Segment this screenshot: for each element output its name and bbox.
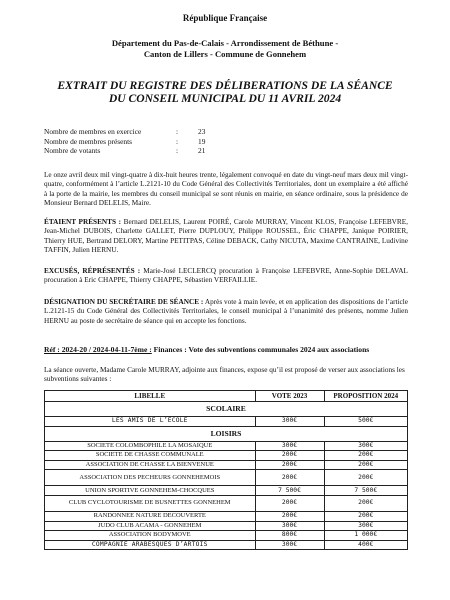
category-row-loisirs xyxy=(45,426,408,441)
vote-2023-value: 800€ xyxy=(255,531,324,541)
category-row-scolaire xyxy=(45,402,408,417)
proposition-2024-value: 200€ xyxy=(324,495,408,511)
table-row xyxy=(45,451,408,461)
proposition-2024-value: 400€ xyxy=(324,540,408,550)
members-colon: : xyxy=(176,146,179,156)
department-line-1: Département du Pas-de-Calais - Arrondissement de Béthune - xyxy=(111,38,339,48)
members-colon: : xyxy=(176,136,179,146)
proposition-2024-value: 200€ xyxy=(324,470,408,486)
vote-2023-value: 300€ xyxy=(255,521,324,531)
vote-2023-value: 200€ xyxy=(255,511,324,521)
association-name: COMPAGNIE ARABESQUES D’ARTOIS xyxy=(45,540,256,550)
table-row xyxy=(45,470,408,486)
secretary-text: Après vote à main levée, et en application des dispositions de l’article L.2121-15 du Code Général des Collectivités Territoriales, le conseil municipal à l’unanimité des présents, nomme Julien HERNU au poste de secrétaire de séance qui en accepte les fonctions. xyxy=(44,298,408,325)
deliberation-reference xyxy=(44,345,408,354)
secretary-paragraph xyxy=(44,298,408,326)
reference-label: Réf : 2024-20 / 2024-04-11-7ème : xyxy=(44,345,152,354)
vote-2023-value: 300€ xyxy=(255,417,324,427)
table-row xyxy=(45,417,408,427)
vote-2023-value: 200€ xyxy=(255,460,324,470)
vote-2023-value: 200€ xyxy=(255,470,324,486)
members-row xyxy=(44,146,205,156)
association-name: ASSOCIATION DES PECHEURS GONNEHEMOIS xyxy=(45,470,256,486)
association-name: ASSOCIATION BODYMOVE xyxy=(45,531,256,541)
table-row xyxy=(45,511,408,521)
vote-2023-value: 200€ xyxy=(255,451,324,461)
association-name: ASSOCIATION DE CHASSE LA BIENVENUE xyxy=(45,460,256,470)
present-list: Bernard DELELIS, Laurent POIRÉ, Carole MURRAY, Vincent KLOS, Françoise LEFEBVRE, Jean-Michel DUBOIS, Charlette GALLET, Pierre DUPLOUY, Philippe ROUSSEL, Éric CHAPPE, Janique POIRIER, Thierry HUE, Bertrand DELORY, Martine PETITPAS, Céline DEBACK, Cathy NICUTA, Maxime CANTRAINE, Ludivine TAFFIN, Julien HERNU. xyxy=(44,218,408,254)
members-label: Nombre de membres présents xyxy=(44,136,133,146)
reference-subject: Finances : Vote des subventions communales 2024 aux associations xyxy=(151,345,370,354)
header-proposition-2024: PROPOSITION 2024 xyxy=(324,391,408,402)
table-row xyxy=(45,495,408,511)
table-row xyxy=(45,486,408,496)
vote-2023-value: 300€ xyxy=(255,540,324,550)
session-paragraph: Le onze avril deux mil vingt-quatre à dix-huit heures trente, légalement convoqué en date du vingt-neuf mars deux mil vingt-quatre, conformément à l’article L.2121-10 du Code Général des Collectivités Territoriales, dont un exemplaire a été affiché à la porte de la mairie, les membres du conseil municipal se sont réunis en mairie, en séance ordinaire, sous la présidence de Monsieur Bernard DELELIS, Maire. xyxy=(44,171,408,207)
table-row xyxy=(45,441,408,451)
republic-heading: République Française xyxy=(182,13,268,23)
title-line-2: DU CONSEIL MUNICIPAL DU 11 AVRIL 2024 xyxy=(108,92,342,105)
table-row xyxy=(45,460,408,470)
proposition-2024-value: 200€ xyxy=(324,511,408,521)
association-name: JUDO CLUB ACAMA - GONNEHEM xyxy=(45,521,256,531)
present-label: ÉTAIENT PRÉSENTS : xyxy=(44,218,122,226)
department-heading xyxy=(0,38,450,60)
proposition-2024-value: 200€ xyxy=(324,451,408,461)
table-row xyxy=(45,521,408,531)
present-members-paragraph xyxy=(44,218,408,255)
association-name: CLUB CYCLOTOURISME DE BUSNETTES GONNEHEM xyxy=(45,495,256,511)
excused-paragraph xyxy=(44,267,408,286)
members-summary xyxy=(44,127,205,156)
members-value: 23 xyxy=(198,127,206,136)
members-colon: : xyxy=(176,127,179,136)
document-title xyxy=(0,79,450,105)
title-line-1: EXTRAIT DU REGISTRE DES DÉLIBERATIONS DE LA SÉANCE xyxy=(57,79,393,92)
header-vote-2023: VOTE 2023 xyxy=(255,391,324,402)
table-row xyxy=(45,540,408,550)
proposition-2024-value: 1 000€ xyxy=(324,531,408,541)
members-label: Nombre de votants xyxy=(44,146,101,156)
association-name: SOCIETE DE CHASSE COMMUNALE xyxy=(45,451,256,461)
members-value: 19 xyxy=(198,136,206,146)
proposition-2024-value: 200€ xyxy=(324,460,408,470)
vote-2023-value: 7 500€ xyxy=(255,486,324,496)
category-label: SCOLAIRE xyxy=(45,402,408,417)
proposition-2024-value: 7 500€ xyxy=(324,486,408,496)
secretary-label: DÉSIGNATION DU SECRÉTAIRE DE SÉANCE : xyxy=(44,298,204,306)
members-value: 21 xyxy=(198,146,206,156)
vote-2023-value: 300€ xyxy=(255,441,324,451)
table-header-row xyxy=(45,391,408,402)
intro-paragraph: La séance ouverte, Madame Carole MURRAY, adjointe aux finances, expose qu’il est proposé de verser aux associations les subventions suivantes : xyxy=(44,366,405,384)
excused-label: EXCUSÉS, RÉPRÉSENTÉS : xyxy=(44,267,141,275)
proposition-2024-value: 300€ xyxy=(324,521,408,531)
members-row xyxy=(44,127,205,137)
association-name: LES AMIS DE L’ECOLE xyxy=(45,417,256,427)
vote-2023-value: 200€ xyxy=(255,495,324,511)
excused-list: Marie-José LECLERCQ procuration à Françoise LEFEBVRE, Anne-Sophie DELAVAL procuration à Eric CHAPPE, Thierry CHAPPE, Sébastien VERFAILLIE. xyxy=(44,267,408,285)
department-line-2: Canton de Lillers - Commune de Gonnehem xyxy=(143,49,307,59)
proposition-2024-value: 500€ xyxy=(324,417,408,427)
category-label: LOISIRS xyxy=(45,426,408,441)
association-name: SOCIETE COLOMBOPHILE LA MOSAIQUE xyxy=(45,441,256,451)
header-libelle: LIBELLE xyxy=(45,391,256,402)
subsidies-table xyxy=(44,390,408,550)
association-name: RANDONNEE NATURE DECOUVERTE xyxy=(45,511,256,521)
table-row xyxy=(45,531,408,541)
association-name: UNION SPORTIVE GONNEHEM-CHOCQUES xyxy=(45,486,256,496)
proposition-2024-value: 300€ xyxy=(324,441,408,451)
members-label: Nombre de membres en exercice xyxy=(44,127,142,136)
members-row xyxy=(44,137,205,147)
